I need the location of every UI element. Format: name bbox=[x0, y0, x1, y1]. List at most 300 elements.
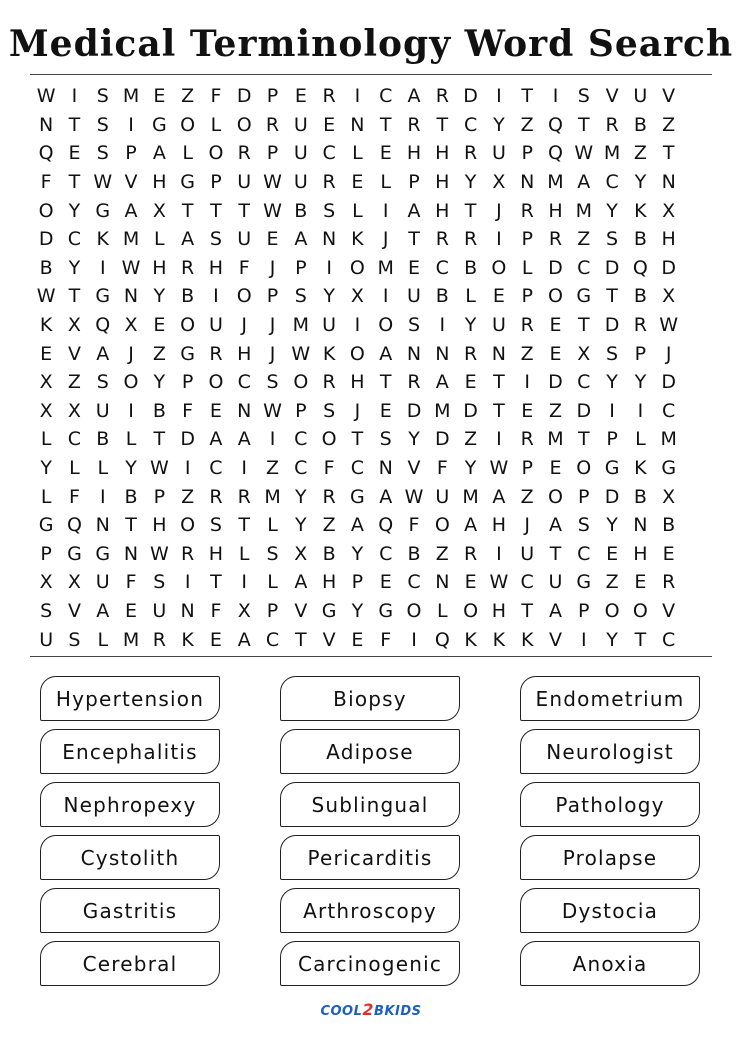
grid-letter[interactable]: A bbox=[237, 628, 251, 651]
grid-letter[interactable]: R bbox=[435, 85, 449, 108]
grid-letter[interactable]: D bbox=[38, 228, 54, 251]
grid-letter[interactable]: T bbox=[238, 199, 251, 222]
grid-letter[interactable]: T bbox=[493, 399, 505, 422]
grid-letter[interactable]: O bbox=[576, 457, 592, 480]
grid-letter[interactable]: I bbox=[71, 85, 78, 108]
grid-letter[interactable]: O bbox=[349, 342, 365, 365]
grid-letter[interactable]: M bbox=[660, 428, 677, 451]
grid-letter[interactable]: Y bbox=[125, 457, 137, 480]
grid-letter[interactable]: I bbox=[326, 256, 332, 279]
grid-letter[interactable]: R bbox=[520, 314, 534, 337]
grid-letter[interactable]: W bbox=[263, 199, 282, 222]
grid-letter[interactable]: R bbox=[181, 542, 195, 565]
grid-letter[interactable]: S bbox=[266, 371, 279, 394]
grid-letter[interactable]: B bbox=[662, 514, 676, 537]
grid-letter[interactable]: T bbox=[436, 113, 449, 136]
grid-letter[interactable]: B bbox=[435, 285, 449, 308]
grid-letter[interactable]: D bbox=[236, 85, 252, 108]
grid-letter[interactable]: O bbox=[180, 514, 196, 537]
grid-letter[interactable]: S bbox=[379, 428, 392, 451]
grid-letter[interactable]: B bbox=[633, 485, 647, 508]
grid-letter[interactable]: T bbox=[68, 285, 81, 308]
grid-letter[interactable]: H bbox=[435, 142, 450, 165]
grid-letter[interactable]: T bbox=[493, 371, 505, 394]
grid-letter[interactable]: T bbox=[295, 628, 307, 651]
grid-letter[interactable]: K bbox=[492, 628, 506, 651]
grid-letter[interactable]: S bbox=[96, 371, 109, 394]
grid-letter[interactable]: N bbox=[39, 113, 54, 136]
grid-letter[interactable]: U bbox=[95, 571, 110, 594]
grid-letter[interactable]: S bbox=[96, 85, 109, 108]
grid-letter[interactable]: E bbox=[351, 628, 364, 651]
grid-letter[interactable]: A bbox=[96, 342, 110, 365]
grid-letter[interactable]: I bbox=[382, 199, 389, 222]
grid-letter[interactable]: X bbox=[237, 599, 251, 622]
grid-letter[interactable]: D bbox=[406, 399, 422, 422]
grid-letter[interactable]: I bbox=[99, 256, 106, 279]
grid-letter[interactable]: I bbox=[496, 85, 502, 108]
grid-letter[interactable]: E bbox=[323, 113, 336, 136]
grid-letter[interactable]: E bbox=[68, 142, 81, 165]
grid-letter[interactable]: R bbox=[464, 228, 478, 251]
grid-letter[interactable]: V bbox=[322, 628, 336, 651]
grid-letter[interactable]: Y bbox=[606, 628, 618, 651]
grid-letter[interactable]: I bbox=[382, 285, 389, 308]
grid-letter[interactable]: X bbox=[39, 399, 53, 422]
grid-letter[interactable]: I bbox=[524, 371, 530, 394]
grid-letter[interactable]: I bbox=[128, 113, 134, 136]
grid-letter[interactable]: P bbox=[210, 171, 222, 194]
grid-letter[interactable]: W bbox=[574, 142, 594, 165]
grid-letter[interactable]: Z bbox=[181, 85, 195, 108]
grid-letter[interactable]: Z bbox=[633, 142, 647, 165]
grid-letter[interactable]: Y bbox=[153, 285, 166, 308]
grid-letter[interactable]: E bbox=[492, 285, 505, 308]
grid-letter[interactable]: L bbox=[97, 457, 109, 480]
grid-letter[interactable]: B bbox=[39, 256, 53, 279]
grid-letter[interactable]: L bbox=[521, 256, 533, 279]
grid-letter[interactable]: H bbox=[435, 199, 450, 222]
grid-letter[interactable]: T bbox=[577, 113, 590, 136]
grid-letter[interactable]: I bbox=[580, 628, 587, 651]
grid-letter[interactable]: X bbox=[152, 199, 166, 222]
grid-letter[interactable]: L bbox=[40, 428, 52, 451]
grid-letter[interactable]: O bbox=[349, 256, 365, 279]
grid-letter[interactable]: F bbox=[210, 85, 222, 108]
grid-letter[interactable]: E bbox=[40, 342, 53, 365]
grid-letter[interactable]: X bbox=[662, 485, 676, 508]
grid-letter[interactable]: V bbox=[67, 599, 81, 622]
grid-letter[interactable]: R bbox=[237, 485, 251, 508]
grid-letter[interactable]: X bbox=[350, 285, 364, 308]
grid-letter[interactable]: N bbox=[123, 285, 139, 308]
grid-letter[interactable]: N bbox=[435, 571, 450, 594]
grid-letter[interactable]: C bbox=[605, 171, 619, 194]
grid-letter[interactable]: B bbox=[407, 542, 421, 565]
grid-letter[interactable]: E bbox=[209, 628, 222, 651]
grid-letter[interactable]: U bbox=[293, 113, 308, 136]
grid-letter[interactable]: X bbox=[67, 314, 81, 337]
grid-letter[interactable]: R bbox=[407, 113, 421, 136]
grid-letter[interactable]: Z bbox=[152, 342, 166, 365]
grid-letter[interactable]: E bbox=[464, 371, 477, 394]
grid-letter[interactable]: G bbox=[95, 542, 111, 565]
grid-letter[interactable]: P bbox=[295, 399, 307, 422]
grid-letter[interactable]: V bbox=[605, 85, 619, 108]
grid-letter[interactable]: S bbox=[153, 571, 166, 594]
grid-letter[interactable]: A bbox=[209, 428, 223, 451]
grid-letter[interactable]: L bbox=[635, 428, 646, 451]
grid-letter[interactable]: K bbox=[464, 628, 477, 651]
grid-letter[interactable]: G bbox=[576, 285, 592, 308]
grid-letter[interactable]: W bbox=[404, 485, 424, 508]
grid-letter[interactable]: H bbox=[237, 342, 252, 365]
grid-letter[interactable]: L bbox=[40, 485, 52, 508]
grid-letter[interactable]: I bbox=[552, 85, 559, 108]
grid-letter[interactable]: M bbox=[122, 85, 140, 108]
grid-letter[interactable]: Y bbox=[68, 256, 81, 279]
grid-letter[interactable]: Q bbox=[548, 113, 563, 136]
grid-letter[interactable]: A bbox=[379, 485, 393, 508]
grid-letter[interactable]: P bbox=[521, 457, 533, 480]
grid-letter[interactable]: Y bbox=[606, 199, 618, 222]
grid-letter[interactable]: E bbox=[125, 599, 138, 622]
grid-letter[interactable]: Y bbox=[493, 113, 505, 136]
grid-letter[interactable]: Q bbox=[548, 142, 563, 165]
grid-letter[interactable]: E bbox=[379, 399, 392, 422]
grid-letter[interactable]: E bbox=[351, 171, 364, 194]
grid-letter[interactable]: C bbox=[322, 142, 336, 165]
grid-letter[interactable]: C bbox=[237, 371, 251, 394]
grid-letter[interactable]: C bbox=[577, 256, 591, 279]
grid-letter[interactable]: N bbox=[237, 399, 252, 422]
grid-letter[interactable]: H bbox=[491, 514, 507, 537]
grid-letter[interactable]: A bbox=[407, 85, 421, 108]
grid-letter[interactable]: V bbox=[407, 457, 421, 480]
grid-letter[interactable]: U bbox=[237, 171, 252, 194]
grid-letter[interactable]: M bbox=[377, 256, 394, 279]
grid-letter[interactable]: A bbox=[181, 228, 195, 251]
grid-letter[interactable]: N bbox=[435, 342, 450, 365]
grid-letter[interactable]: H bbox=[152, 514, 167, 537]
grid-letter[interactable]: H bbox=[406, 142, 422, 165]
grid-letter[interactable]: R bbox=[662, 571, 676, 594]
grid-letter[interactable]: O bbox=[123, 371, 139, 394]
grid-letter[interactable]: Z bbox=[520, 342, 534, 365]
grid-letter[interactable]: Y bbox=[40, 457, 52, 480]
grid-letter[interactable]: F bbox=[68, 485, 80, 508]
grid-letter[interactable]: D bbox=[548, 371, 563, 394]
grid-letter[interactable]: U bbox=[95, 399, 110, 422]
grid-letter[interactable]: W bbox=[263, 171, 282, 194]
grid-letter[interactable]: A bbox=[379, 342, 393, 365]
grid-letter[interactable]: J bbox=[382, 228, 389, 251]
grid-letter[interactable]: L bbox=[465, 285, 476, 308]
grid-letter[interactable]: P bbox=[295, 256, 307, 279]
grid-letter[interactable]: F bbox=[380, 628, 392, 651]
grid-letter[interactable]: N bbox=[491, 342, 506, 365]
grid-letter[interactable]: M bbox=[575, 199, 592, 222]
grid-letter[interactable]: Y bbox=[606, 371, 618, 394]
grid-letter[interactable]: U bbox=[407, 285, 421, 308]
grid-letter[interactable]: E bbox=[549, 457, 562, 480]
grid-letter[interactable]: O bbox=[208, 371, 224, 394]
grid-letter[interactable]: F bbox=[238, 256, 250, 279]
grid-letter[interactable]: O bbox=[236, 285, 252, 308]
grid-letter[interactable]: P bbox=[521, 142, 533, 165]
grid-letter[interactable]: G bbox=[321, 599, 337, 622]
grid-letter[interactable]: J bbox=[128, 342, 134, 365]
grid-letter[interactable]: D bbox=[604, 314, 620, 337]
grid-letter[interactable]: L bbox=[69, 457, 80, 480]
grid-letter[interactable]: D bbox=[661, 256, 676, 279]
grid-letter[interactable]: B bbox=[633, 285, 647, 308]
grid-letter[interactable]: O bbox=[434, 514, 450, 537]
grid-letter[interactable]: I bbox=[269, 428, 276, 451]
grid-letter[interactable]: I bbox=[439, 314, 446, 337]
grid-letter[interactable]: P bbox=[266, 285, 279, 308]
grid-letter[interactable]: M bbox=[292, 314, 310, 337]
grid-letter[interactable]: A bbox=[577, 171, 591, 194]
grid-letter[interactable]: W bbox=[489, 571, 509, 594]
grid-letter[interactable]: L bbox=[352, 142, 363, 165]
grid-letter[interactable]: O bbox=[548, 285, 563, 308]
grid-letter[interactable]: N bbox=[378, 457, 393, 480]
grid-letter[interactable]: U bbox=[633, 85, 648, 108]
grid-letter[interactable]: Y bbox=[464, 314, 477, 337]
grid-letter[interactable]: E bbox=[662, 542, 675, 565]
grid-letter[interactable]: O bbox=[180, 113, 196, 136]
grid-letter[interactable]: S bbox=[407, 314, 421, 337]
grid-letter[interactable]: O bbox=[406, 599, 422, 622]
grid-letter[interactable]: Y bbox=[408, 428, 420, 451]
grid-letter[interactable]: C bbox=[209, 457, 223, 480]
grid-letter[interactable]: O bbox=[180, 314, 196, 337]
grid-letter[interactable]: I bbox=[354, 314, 361, 337]
grid-letter[interactable]: Y bbox=[351, 542, 364, 565]
grid-letter[interactable]: E bbox=[634, 571, 647, 594]
grid-letter[interactable]: E bbox=[549, 342, 562, 365]
grid-letter[interactable]: E bbox=[606, 542, 619, 565]
grid-letter[interactable]: B bbox=[294, 199, 308, 222]
grid-letter[interactable]: X bbox=[662, 285, 676, 308]
grid-letter[interactable]: C bbox=[577, 542, 591, 565]
grid-letter[interactable]: S bbox=[96, 142, 109, 165]
grid-letter[interactable]: A bbox=[294, 228, 308, 251]
grid-letter[interactable]: I bbox=[128, 399, 134, 422]
grid-letter[interactable]: U bbox=[152, 599, 167, 622]
grid-letter[interactable]: Z bbox=[266, 457, 280, 480]
grid-letter[interactable]: X bbox=[577, 342, 591, 365]
grid-letter[interactable]: U bbox=[435, 485, 450, 508]
grid-letter[interactable]: B bbox=[633, 228, 647, 251]
grid-letter[interactable]: L bbox=[267, 571, 278, 594]
grid-letter[interactable]: T bbox=[549, 542, 562, 565]
grid-letter[interactable]: Z bbox=[520, 113, 534, 136]
grid-letter[interactable]: P bbox=[266, 142, 279, 165]
grid-letter[interactable]: K bbox=[39, 314, 53, 337]
grid-letter[interactable]: O bbox=[293, 371, 309, 394]
grid-letter[interactable]: O bbox=[491, 256, 507, 279]
grid-letter[interactable]: U bbox=[293, 142, 308, 165]
grid-letter[interactable]: P bbox=[578, 599, 590, 622]
grid-letter[interactable]: A bbox=[152, 142, 166, 165]
grid-letter[interactable]: A bbox=[294, 571, 308, 594]
grid-letter[interactable]: H bbox=[208, 256, 224, 279]
grid-letter[interactable]: K bbox=[520, 628, 534, 651]
grid-letter[interactable]: B bbox=[322, 542, 336, 565]
grid-letter[interactable]: P bbox=[181, 371, 194, 394]
grid-letter[interactable]: D bbox=[604, 485, 620, 508]
grid-letter[interactable]: J bbox=[354, 399, 361, 422]
grid-letter[interactable]: M bbox=[462, 485, 479, 508]
grid-letter[interactable]: C bbox=[662, 399, 676, 422]
grid-letter[interactable]: H bbox=[208, 542, 224, 565]
grid-letter[interactable]: O bbox=[463, 599, 479, 622]
grid-letter[interactable]: Z bbox=[181, 485, 195, 508]
grid-letter[interactable]: W bbox=[149, 457, 169, 480]
grid-letter[interactable]: S bbox=[323, 399, 336, 422]
grid-letter[interactable]: W bbox=[489, 457, 509, 480]
grid-letter[interactable]: M bbox=[547, 171, 564, 194]
grid-letter[interactable]: N bbox=[180, 599, 195, 622]
grid-letter[interactable]: P bbox=[521, 285, 533, 308]
grid-letter[interactable]: L bbox=[437, 599, 448, 622]
grid-letter[interactable]: Q bbox=[66, 514, 82, 537]
grid-letter[interactable]: Y bbox=[464, 171, 477, 194]
grid-letter[interactable]: G bbox=[67, 542, 82, 565]
grid-letter[interactable]: H bbox=[661, 228, 676, 251]
grid-letter[interactable]: C bbox=[407, 571, 421, 594]
grid-letter[interactable]: B bbox=[633, 113, 647, 136]
grid-letter[interactable]: R bbox=[237, 142, 251, 165]
grid-letter[interactable]: W bbox=[93, 171, 113, 194]
grid-letter[interactable]: Z bbox=[67, 371, 81, 394]
grid-letter[interactable]: D bbox=[604, 256, 620, 279]
grid-letter[interactable]: A bbox=[407, 199, 421, 222]
grid-letter[interactable]: Q bbox=[378, 514, 394, 537]
grid-letter[interactable]: R bbox=[633, 314, 647, 337]
grid-letter[interactable]: T bbox=[408, 228, 420, 251]
grid-letter[interactable]: T bbox=[181, 199, 194, 222]
grid-letter[interactable]: A bbox=[548, 599, 562, 622]
grid-letter[interactable]: X bbox=[492, 171, 506, 194]
grid-letter[interactable]: P bbox=[521, 228, 533, 251]
grid-letter[interactable]: T bbox=[634, 628, 647, 651]
grid-letter[interactable]: O bbox=[378, 314, 394, 337]
grid-letter[interactable]: W bbox=[149, 542, 169, 565]
grid-letter[interactable]: P bbox=[606, 428, 618, 451]
grid-letter[interactable]: L bbox=[97, 628, 109, 651]
grid-letter[interactable]: T bbox=[238, 514, 251, 537]
grid-letter[interactable]: R bbox=[435, 228, 449, 251]
grid-letter[interactable]: X bbox=[662, 199, 676, 222]
grid-letter[interactable]: L bbox=[352, 199, 363, 222]
grid-letter[interactable]: Y bbox=[153, 371, 166, 394]
grid-letter[interactable]: G bbox=[95, 199, 111, 222]
grid-letter[interactable]: D bbox=[463, 399, 478, 422]
grid-letter[interactable]: V bbox=[662, 85, 676, 108]
grid-letter[interactable]: G bbox=[576, 571, 592, 594]
grid-letter[interactable]: P bbox=[266, 85, 279, 108]
grid-letter[interactable]: R bbox=[181, 256, 195, 279]
grid-letter[interactable]: N bbox=[322, 228, 337, 251]
grid-letter[interactable]: C bbox=[662, 628, 676, 651]
grid-letter[interactable]: A bbox=[124, 199, 138, 222]
grid-letter[interactable]: G bbox=[151, 113, 167, 136]
grid-letter[interactable]: S bbox=[68, 628, 81, 651]
grid-letter[interactable]: U bbox=[293, 171, 308, 194]
grid-letter[interactable]: R bbox=[464, 142, 478, 165]
grid-letter[interactable]: G bbox=[38, 514, 54, 537]
grid-letter[interactable]: I bbox=[637, 399, 644, 422]
grid-letter[interactable]: I bbox=[184, 457, 191, 480]
grid-letter[interactable]: F bbox=[40, 171, 52, 194]
grid-letter[interactable]: R bbox=[265, 113, 280, 136]
grid-letter[interactable]: E bbox=[209, 399, 222, 422]
grid-letter[interactable]: V bbox=[124, 171, 138, 194]
grid-letter[interactable]: D bbox=[434, 428, 450, 451]
grid-letter[interactable]: Z bbox=[577, 228, 591, 251]
grid-letter[interactable]: H bbox=[435, 171, 450, 194]
grid-letter[interactable]: Z bbox=[435, 542, 449, 565]
grid-letter[interactable]: E bbox=[266, 228, 279, 251]
grid-letter[interactable]: S bbox=[323, 199, 336, 222]
grid-letter[interactable]: Q bbox=[632, 256, 648, 279]
grid-letter[interactable]: B bbox=[464, 256, 478, 279]
grid-letter[interactable]: U bbox=[322, 314, 337, 337]
grid-letter[interactable]: C bbox=[379, 85, 393, 108]
grid-letter[interactable]: M bbox=[122, 628, 140, 651]
grid-letter[interactable]: W bbox=[36, 85, 56, 108]
grid-letter[interactable]: C bbox=[294, 457, 308, 480]
grid-letter[interactable]: P bbox=[40, 542, 52, 565]
grid-letter[interactable]: O bbox=[604, 599, 620, 622]
grid-letter[interactable]: H bbox=[321, 571, 337, 594]
grid-letter[interactable]: T bbox=[153, 428, 166, 451]
grid-letter[interactable]: L bbox=[380, 171, 391, 194]
grid-letter[interactable]: C bbox=[265, 628, 280, 651]
grid-letter[interactable]: R bbox=[464, 342, 478, 365]
grid-letter[interactable]: A bbox=[237, 428, 251, 451]
grid-letter[interactable]: T bbox=[210, 199, 222, 222]
grid-letter[interactable]: P bbox=[634, 342, 647, 365]
grid-letter[interactable]: X bbox=[294, 542, 308, 565]
grid-letter[interactable]: T bbox=[68, 171, 81, 194]
grid-letter[interactable]: X bbox=[39, 371, 53, 394]
grid-letter[interactable]: C bbox=[67, 428, 82, 451]
grid-letter[interactable]: T bbox=[210, 571, 222, 594]
grid-letter[interactable]: M bbox=[122, 228, 140, 251]
grid-letter[interactable]: M bbox=[547, 428, 564, 451]
grid-letter[interactable]: R bbox=[407, 371, 421, 394]
grid-letter[interactable]: Q bbox=[95, 314, 111, 337]
grid-letter[interactable]: X bbox=[67, 399, 81, 422]
grid-letter[interactable]: A bbox=[464, 514, 478, 537]
grid-letter[interactable]: A bbox=[548, 514, 562, 537]
grid-letter[interactable]: A bbox=[492, 485, 506, 508]
grid-letter[interactable]: J bbox=[269, 314, 276, 337]
grid-letter[interactable]: P bbox=[125, 142, 137, 165]
grid-letter[interactable]: Y bbox=[634, 371, 647, 394]
grid-letter[interactable]: Z bbox=[662, 113, 676, 136]
grid-letter[interactable]: O bbox=[548, 485, 563, 508]
grid-letter[interactable]: O bbox=[321, 428, 337, 451]
grid-letter[interactable]: I bbox=[496, 542, 502, 565]
grid-letter[interactable]: I bbox=[241, 457, 248, 480]
grid-letter[interactable]: J bbox=[665, 342, 672, 365]
grid-letter[interactable]: S bbox=[209, 514, 222, 537]
